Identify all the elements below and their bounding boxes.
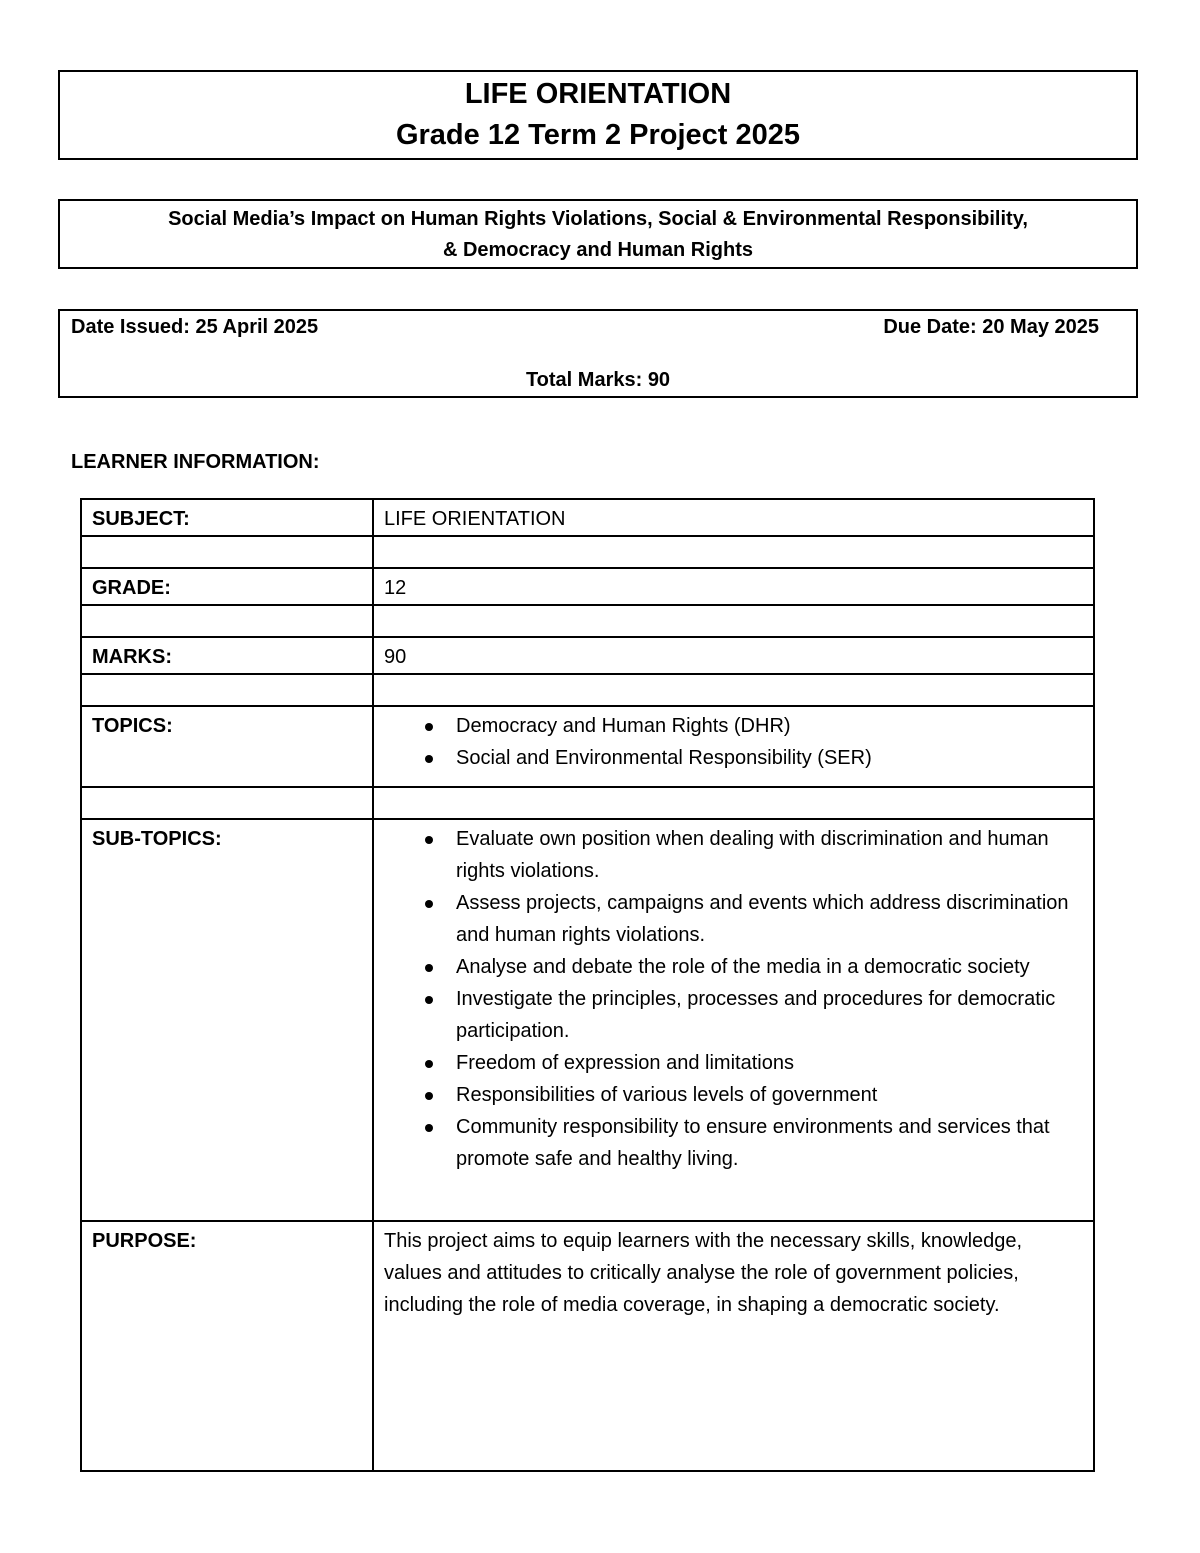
list-item: Evaluate own position when dealing with discrimination and human rights violations.	[456, 823, 1083, 887]
blank-cell	[81, 605, 373, 637]
subtopics-label: SUB-TOPICS:	[81, 819, 373, 1221]
list-item: Social and Environmental Responsibility (SER)	[456, 742, 1083, 774]
table-row-subject	[81, 499, 1094, 536]
marks-label: MARKS:	[81, 637, 373, 674]
subject-label: SUBJECT:	[81, 499, 373, 536]
list-item: Democracy and Human Rights (DHR)	[456, 710, 1083, 742]
total-marks: Total Marks: 90	[525, 369, 671, 391]
topic-banner	[58, 199, 1138, 269]
blank-cell	[81, 536, 373, 568]
subject-value: LIFE ORIENTATION	[373, 499, 1094, 536]
list-item: Freedom of expression and limitations	[456, 1047, 1083, 1079]
dates-box	[58, 309, 1138, 398]
list-item: Responsibilities of various levels of government	[456, 1079, 1083, 1111]
document-title: LIFE ORIENTATION	[464, 78, 732, 110]
topics-label: TOPICS:	[81, 706, 373, 787]
table-row-marks	[81, 637, 1094, 674]
table-row-blank	[81, 536, 1094, 568]
list-item: Investigate the principles, processes and procedures for democratic participation.	[456, 983, 1083, 1047]
table-row-blank	[81, 787, 1094, 819]
table-row-subtopics	[81, 819, 1094, 1221]
topic-banner-line2: & Democracy and Human Rights	[442, 239, 754, 261]
list-item: Assess projects, campaigns and events which address discrimination and human rights violations.	[456, 887, 1083, 951]
marks-value: 90	[373, 637, 1094, 674]
topic-banner-line1: Social Media’s Impact on Human Rights Violations, Social & Environmental Responsibility,	[168, 208, 1028, 230]
grade-value: 12	[373, 568, 1094, 605]
table-row-purpose	[81, 1221, 1094, 1471]
purpose-text: This project aims to equip learners with the necessary skills, knowledge, values and attitudes to critically analyse the role of government policies, including the role of media coverage, in shaping a democratic society.	[373, 1221, 1094, 1471]
due-date: Due Date: 20 May 2025	[883, 316, 1099, 338]
blank-cell	[373, 536, 1094, 568]
learner-information-table	[80, 498, 1095, 1472]
table-row-blank	[81, 674, 1094, 706]
table-row-blank	[81, 605, 1094, 637]
blank-cell	[373, 787, 1094, 819]
purpose-label: PURPOSE:	[81, 1221, 373, 1471]
blank-cell	[373, 674, 1094, 706]
list-item: Community responsibility to ensure environments and services that promote safe and healthy living.	[456, 1111, 1083, 1175]
blank-cell	[81, 787, 373, 819]
document-subtitle: Grade 12 Term 2 Project 2025	[395, 119, 801, 151]
list-item: Analyse and debate the role of the media in a democratic society	[456, 951, 1083, 983]
subtopics-cell	[373, 819, 1094, 1221]
topics-list	[384, 710, 1083, 774]
grade-label: GRADE:	[81, 568, 373, 605]
blank-cell	[373, 605, 1094, 637]
title-box	[58, 70, 1138, 160]
table-row-topics	[81, 706, 1094, 787]
learner-information-heading: LEARNER INFORMATION:	[71, 451, 320, 473]
table-row-grade	[81, 568, 1094, 605]
date-issued: Date Issued: 25 April 2025	[71, 316, 319, 338]
subtopics-list	[384, 823, 1083, 1175]
blank-cell	[81, 674, 373, 706]
topics-cell	[373, 706, 1094, 787]
